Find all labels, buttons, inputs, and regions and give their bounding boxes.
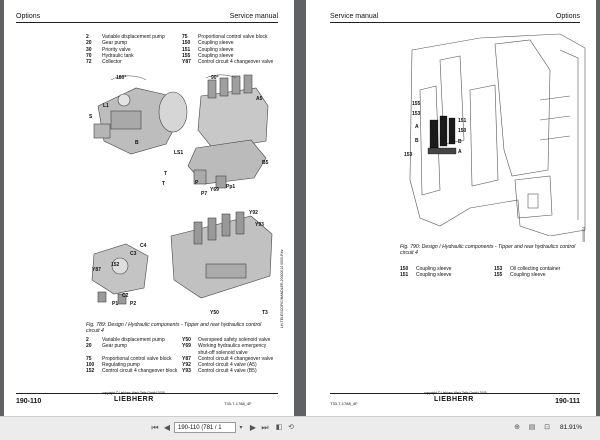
legend-item: 155 Coupling sleeve (494, 272, 546, 279)
legend-item: 152 Control circuit 4 changeover block (86, 368, 178, 375)
copyright-text: copyright © Liebherr-Werk Telfs GmbH 2005 (102, 391, 165, 395)
copyright-text: copyright © Liebherr-Werk Telfs GmbH 2005 (424, 391, 487, 395)
zoom-level[interactable]: 81.91% (560, 424, 583, 431)
viewer-toolbar (0, 416, 600, 440)
legend-bottom-left (86, 337, 177, 374)
legend-top-right (182, 34, 273, 65)
rotate-icon[interactable]: ⟲ (288, 424, 294, 431)
legend-item: 30 Priority valve (86, 46, 131, 53)
figure-callout: 151 (458, 118, 467, 124)
figure-id-text: 00000001 (582, 226, 586, 242)
figure-callout: 153 (404, 152, 413, 158)
figure-callout: A (415, 124, 419, 130)
legend-item: Y69 Working hydraulics emergency shut-off solenoid valve (182, 343, 267, 356)
figure-callout: C2 (122, 293, 129, 299)
figure-callout: A (458, 149, 462, 155)
figure-callout: Y87 (92, 267, 101, 273)
figure-callout: 90° (211, 75, 219, 81)
figure-callout: 152 (111, 262, 120, 268)
next-page-icon[interactable]: ▶ (249, 423, 257, 432)
figure-caption: Fig. 789: Design / Hydraulic components - Tipper and rear hydraulics control circuit 4 (86, 322, 262, 335)
legend-item: 155 Coupling sleeve (182, 52, 234, 59)
legend-item: Y93 Control circuit 4 valve (B5) (182, 368, 257, 375)
legend-item: 153 Oil collecting container (494, 266, 561, 272)
legend-item: 151 Coupling sleeve (400, 272, 452, 279)
legend-left (400, 266, 452, 279)
figure-callout: L1 (103, 103, 109, 109)
figure-callout: Y93 (255, 222, 264, 228)
fit-page-icon[interactable]: ⊡ (544, 424, 550, 431)
figure-callout: C3 (130, 251, 137, 257)
figure-callout: B (415, 138, 419, 144)
legend-item: 75 Proportional control valve block (86, 355, 172, 362)
figure-callout: B5 (262, 160, 269, 166)
last-page-icon[interactable]: ⏭ (261, 423, 269, 432)
legend-item: Y92 Control circuit 4 valve (A5) (182, 362, 257, 369)
figure-callout: P2 (130, 301, 137, 307)
document-id: T33-7-1788_4F (330, 401, 358, 406)
figure-callout: Pp1 (226, 184, 236, 190)
figure-callout: S (89, 114, 93, 120)
legend-item: 20 Gear pump (86, 343, 128, 350)
figure-callout: C4 (140, 243, 147, 249)
right-document-page (306, 0, 596, 416)
figure-callout: B (135, 140, 139, 146)
legend-item: 2 Variable displacement pump (86, 34, 165, 40)
legend-item: Y50 Overspeed safety solenoid valve (182, 337, 271, 343)
page-header-left: Service manual (330, 13, 379, 20)
figure-callout: Y50 (210, 310, 219, 316)
liebherr-logo: LIEBHERR (434, 396, 474, 403)
legend-item: Y87 Control circuit 4 changeover valve (182, 59, 274, 66)
liebherr-logo: LIEBHERR (114, 396, 154, 403)
legend-item: Y87 Control circuit 4 changeover valve (182, 355, 274, 362)
legend-item: 151 Coupling sleeve (182, 46, 234, 53)
machine-frame-drawing (400, 30, 590, 236)
page-header-right: Service manual (229, 13, 278, 20)
left-document-page (4, 0, 294, 416)
legend-item: 2 Variable displacement pump (86, 337, 165, 343)
figure-callout: T (162, 181, 166, 187)
legend-bottom-right (182, 337, 278, 375)
page-number: 190-111 (555, 398, 580, 405)
page-number: 190-110 (16, 398, 42, 405)
page-header-right: Options (555, 13, 580, 20)
figure-caption: Fig. 790: Design / Hydraulic components - Tipper and rear hydraulics control circuit 4 (400, 244, 576, 257)
zoom-tool-icon[interactable]: ⊕ (514, 424, 520, 431)
page-number-input[interactable]: 190-110 (781 / 1 (174, 422, 236, 433)
legend-item: 100 Regulating pump (86, 361, 140, 368)
legend-item: 20 Gear pump (86, 40, 128, 47)
figure-callout: P7 (201, 191, 208, 197)
view-options-icon[interactable]: ◧ (275, 424, 283, 431)
figure-callout: 150 (458, 128, 467, 134)
figure-callout: 180° (116, 75, 127, 81)
figure-callout: 155 (412, 101, 421, 107)
page-layout-icon[interactable]: ▤ (528, 424, 536, 431)
legend-item: 72 Collector (86, 59, 122, 66)
page-header-left: Options (16, 13, 41, 20)
page-dropdown-icon[interactable]: ▾ (239, 425, 243, 431)
previous-page-icon[interactable]: ◀ (163, 423, 171, 432)
header-rule (16, 22, 278, 23)
document-id: T33-7-1788_4F (224, 401, 252, 406)
figure-callout: Y92 (249, 210, 258, 216)
figure-callout: B (458, 139, 462, 145)
figure-callout: Y69 (210, 187, 219, 193)
figure-callout: T (164, 171, 168, 177)
figure-callout: T3 (262, 310, 268, 316)
figure-callout: P1 (112, 301, 119, 307)
legend-item: 75 Proportional control valve block (182, 34, 268, 40)
header-rule (330, 22, 580, 23)
side-reference-text: LH-TELESCOPIC/HANDLER-20000014 0000-Rev. (280, 248, 284, 328)
legend-item: 150 Coupling sleeve (182, 40, 234, 47)
legend-item: 70 Hydraulic tank (86, 52, 134, 59)
figure-callout: 153 (412, 111, 421, 117)
figure-callout: LS1 (174, 150, 184, 156)
legend-right (494, 266, 560, 279)
legend-top-left (86, 34, 165, 65)
figure-callout: A5 (256, 96, 263, 102)
first-page-icon[interactable]: ⏮ (151, 423, 159, 432)
legend-item: 150 Coupling sleeve (400, 266, 452, 272)
figure-callout: P (195, 180, 199, 186)
